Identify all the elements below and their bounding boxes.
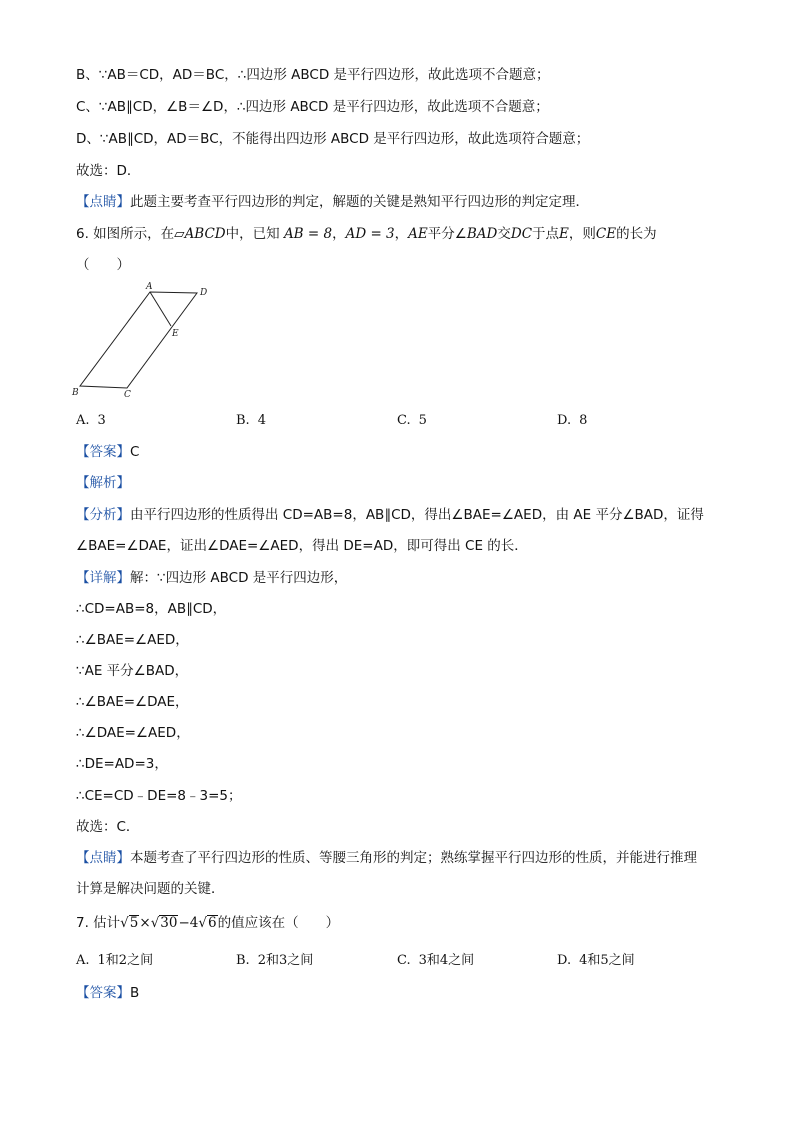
- stem-text: 中，已知: [225, 226, 280, 242]
- label-d: D: [200, 288, 208, 298]
- comment-tag: 【点睛】: [76, 850, 130, 866]
- fenxi-text: 由平行四边形的性质得出 CD=AB=8，AB∥CD，得出∠BAE=∠AED，由 AE 平分∠BAD，证得: [130, 507, 704, 523]
- stem-text: ，: [332, 226, 346, 242]
- radicand: 30: [160, 915, 178, 931]
- q6-detail-line-2: ∴∠BAE=∠AED，: [76, 632, 189, 648]
- q6-option-c: [397, 412, 427, 430]
- q7-answer: [76, 984, 139, 1002]
- times-sign: ×: [139, 915, 151, 931]
- question-6-stem: [76, 225, 657, 243]
- answer-tag: 【答案】: [76, 444, 130, 460]
- math-dc: DC: [510, 226, 533, 242]
- comment-tag: 【点睛】: [76, 194, 130, 210]
- option-letter: C.: [397, 413, 411, 428]
- question-7-stem: [76, 914, 339, 932]
- option-letter: D.: [557, 413, 572, 428]
- q7-option-a: [76, 952, 153, 970]
- q6-detail-line-5: ∴∠DAE=∠AED，: [76, 725, 190, 741]
- math-ce: CE: [595, 226, 617, 242]
- label-c: C: [124, 390, 131, 400]
- stem-text: 的值应该在（ ）: [217, 915, 340, 931]
- parallelogram-symbol: ▱: [174, 226, 185, 242]
- prev-option-b: B、∵AB＝CD，AD＝BC，∴四边形 ABCD 是平行四边形，故此选项不合题意；: [76, 67, 550, 83]
- math-ab: AB = 8: [283, 226, 333, 242]
- q7-option-c: [397, 952, 474, 970]
- detail-text: 解：∵四边形 ABCD 是平行四边形，: [130, 570, 348, 586]
- math-abcd: ABCD: [184, 226, 226, 242]
- option-letter: A.: [76, 953, 90, 968]
- minus-term: −4: [178, 915, 199, 931]
- question-6-paren: （ ）: [76, 257, 130, 273]
- q6-option-d: [557, 412, 587, 430]
- radicand: 6: [208, 915, 217, 931]
- option-letter: A.: [76, 413, 90, 428]
- q6-option-b: [236, 412, 266, 430]
- q6-comment-line-2: 计算是解决问题的关键．: [76, 881, 225, 897]
- label-a: A: [146, 282, 153, 292]
- stem-text: 交: [497, 226, 511, 242]
- sqrt-icon: √: [120, 915, 129, 931]
- stem-text: 7. 估计: [76, 915, 121, 931]
- stem-text: ，: [394, 226, 409, 242]
- option-value: 4和5之间: [579, 953, 635, 968]
- option-value: 1和2之间: [97, 953, 154, 968]
- label-e: E: [172, 329, 179, 339]
- option-value: 2和3之间: [257, 953, 314, 968]
- comment-text: 此题主要考查平行四边形的判定，解题的关键是熟知平行四边形的判定定理．: [130, 194, 589, 210]
- label-b: B: [72, 388, 79, 398]
- q6-detail-line-0: [76, 569, 347, 587]
- analysis-tag: 【解析】: [76, 475, 130, 491]
- answer-value: B: [130, 985, 140, 1001]
- q6-fenxi-line-2: ∠BAE=∠DAE，证出∠DAE=∠AED，得出 DE=AD，即可得出 CE 的长．: [76, 538, 528, 554]
- math-bad: BAD: [466, 226, 498, 242]
- segment-ae: [150, 292, 171, 326]
- parallelogram-abcd: [80, 292, 197, 388]
- sqrt-icon: √: [150, 915, 160, 931]
- prev-choice: 故选：D．: [76, 163, 141, 179]
- radicand: 5: [129, 915, 139, 931]
- fenxi-tag: 【分析】: [76, 507, 130, 523]
- q7-option-b: [236, 952, 313, 970]
- option-value: 3: [97, 413, 106, 428]
- option-value: 5: [418, 413, 427, 428]
- q6-fenxi-line-1: [76, 506, 704, 524]
- stem-text: 6. 如图所示，在: [76, 226, 175, 242]
- q7-option-d: [557, 952, 635, 970]
- sqrt-icon: √: [198, 915, 207, 931]
- answer-value: C: [130, 444, 140, 460]
- prev-comment: [76, 193, 589, 211]
- stem-text: ，则: [568, 226, 596, 242]
- option-value: 4: [257, 413, 266, 428]
- q6-detail-line-1: ∴CD=AB=8，AB∥CD，: [76, 601, 227, 617]
- prev-option-d: D、∵AB∥CD，AD＝BC，不能得出四边形 ABCD 是平行四边形，故此选项符合题意；: [76, 131, 590, 147]
- option-value: 8: [579, 413, 588, 428]
- option-letter: D.: [557, 953, 572, 968]
- q6-comment-line-1: [76, 849, 697, 867]
- option-value: 3和4之间: [418, 953, 475, 968]
- q6-answer: [76, 443, 139, 461]
- q6-option-a: [76, 412, 106, 430]
- q6-detail-line-4: ∴∠BAE=∠DAE，: [76, 694, 189, 710]
- q6-detail-line-8: 故选：C．: [76, 819, 140, 835]
- q6-detail-line-6: ∴DE=AD=3，: [76, 756, 168, 772]
- stem-text: 的长为: [616, 226, 657, 242]
- stem-text: 平分∠: [427, 226, 467, 242]
- q6-analysis-heading: [76, 474, 130, 492]
- math-ad: AD = 3: [345, 226, 395, 242]
- math-ae: AE: [408, 226, 428, 242]
- q6-detail-line-7: ∴CE=CD﹣DE=8﹣3=5；: [76, 788, 242, 804]
- option-letter: B.: [236, 953, 250, 968]
- option-letter: C.: [397, 953, 411, 968]
- comment-text: 本题考查了平行四边形的性质、等腰三角形的判定；熟练掌握平行四边形的性质，并能进行推理: [130, 850, 697, 866]
- prev-option-c: C、∵AB∥CD，∠B＝∠D，∴四边形 ABCD 是平行四边形，故此选项不合题意；: [76, 99, 549, 115]
- option-letter: B.: [236, 413, 250, 428]
- stem-text: 于点: [532, 226, 560, 242]
- math-e: E: [559, 226, 569, 242]
- parallelogram-figure: [68, 282, 228, 402]
- q6-detail-line-3: ∵AE 平分∠BAD，: [76, 663, 189, 679]
- detail-tag: 【详解】: [76, 570, 130, 586]
- answer-tag: 【答案】: [76, 985, 130, 1001]
